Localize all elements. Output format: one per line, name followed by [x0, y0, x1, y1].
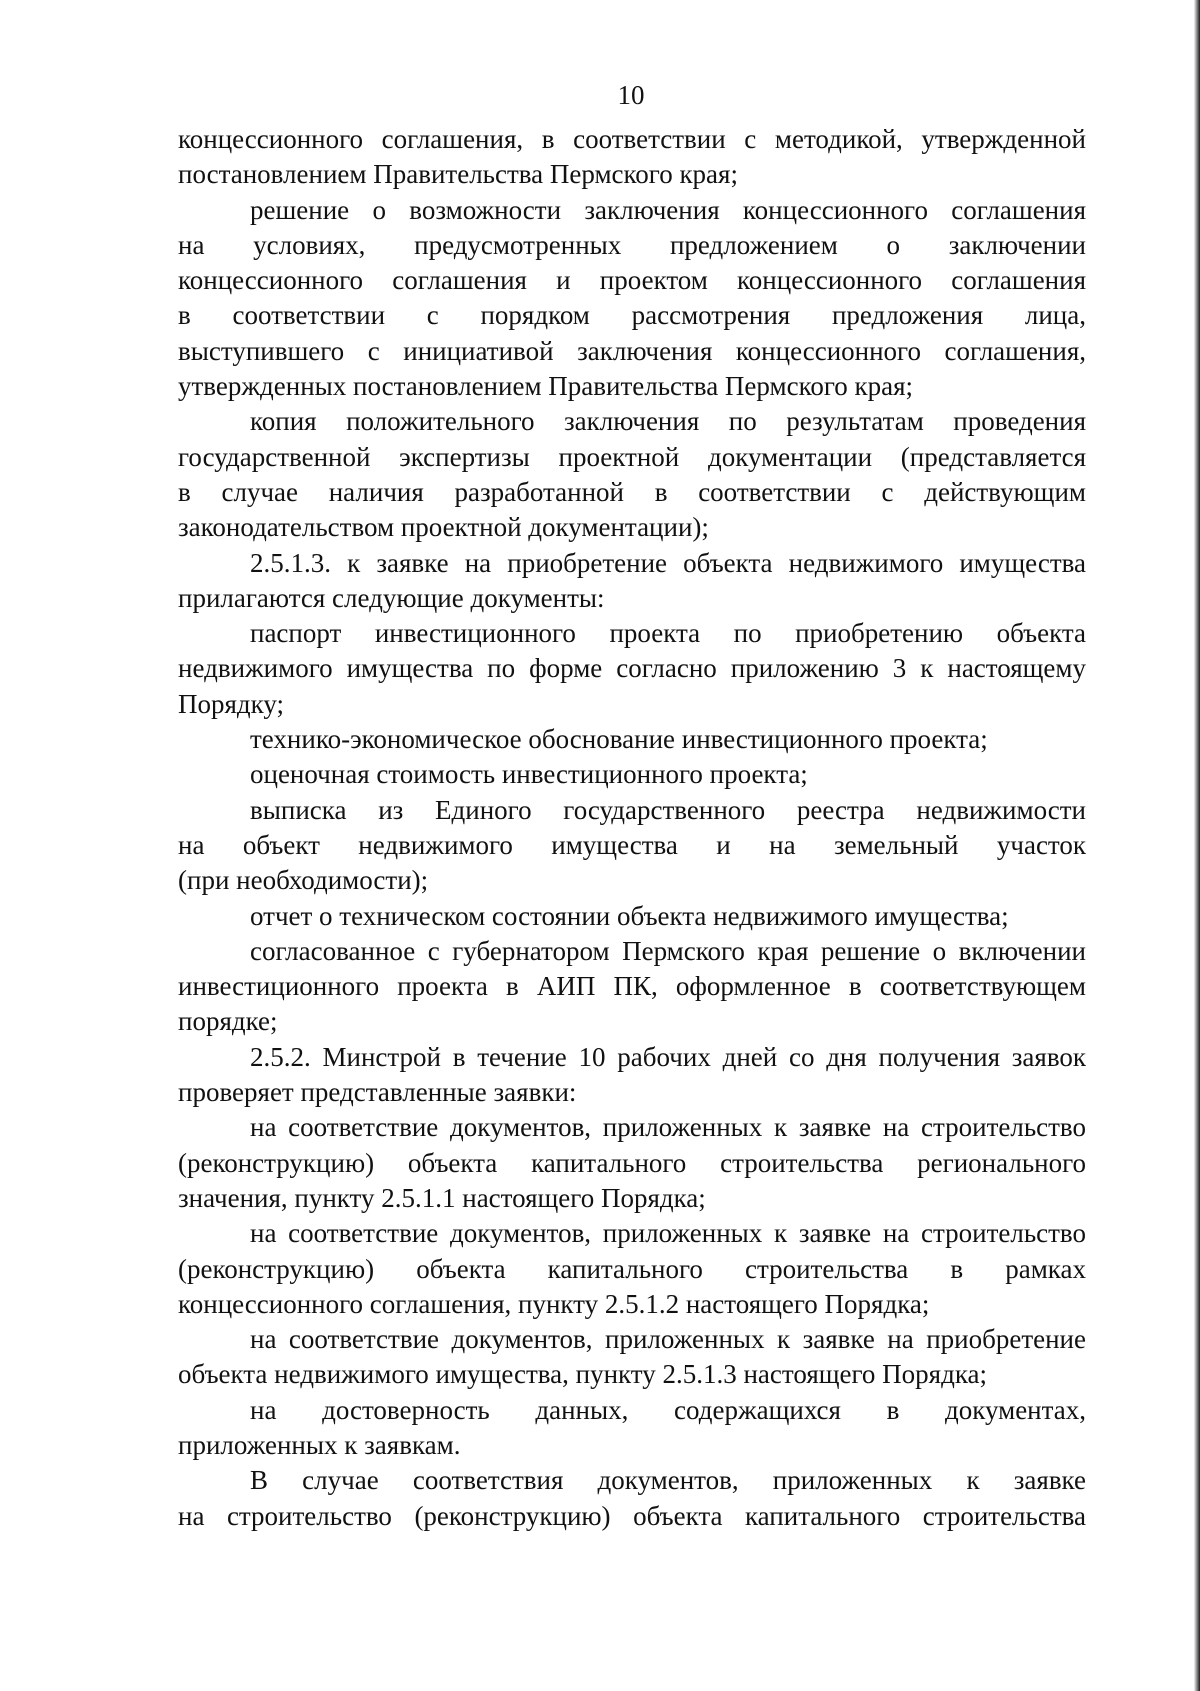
text-line: концессионного соглашения, пункту 2.5.1.2 настоящего Порядка; [178, 1288, 930, 1319]
text-line: В случае соответствия документов, приложенных к заявке [250, 1465, 1086, 1496]
text-line: технико-экономическое обоснование инвестиционного проекта; [250, 724, 988, 755]
text-line: в случае наличия разработанной в соответствии с действующим [178, 476, 1086, 507]
text-line: решение о возможности заключения концессионного соглашения [250, 194, 1086, 225]
text-line: Порядку; [178, 688, 285, 719]
text-line: в соответствии с порядком рассмотрения предложения лица, [178, 300, 1086, 331]
text-line: на объект недвижимого имущества и на земельный участок [178, 829, 1086, 860]
text-line: на достоверность данных, содержащихся в документах, [250, 1394, 1086, 1425]
text-line: паспорт инвестиционного проекта по приобретению объекта [250, 618, 1086, 649]
text-line: порядке; [178, 1006, 278, 1037]
text-line: согласованное с губернатором Пермского края решение о включении [250, 935, 1086, 966]
text-line: оценочная стоимость инвестиционного проекта; [250, 759, 808, 790]
text-line: на строительство (реконструкцию) объекта капитального строительства [178, 1500, 1086, 1531]
text-line: на соответствие документов, приложенных к заявке на строительство [250, 1112, 1086, 1143]
text-line: концессионного соглашения, в соответствии с методикой, утвержденной [178, 124, 1086, 154]
text-line: государственной экспертизы проектной документации (представляется [178, 441, 1086, 472]
text-line: на условиях, предусмотренных предложением о заключении [178, 229, 1086, 260]
text-line: выписка из Единого государственного реестра недвижимости [250, 794, 1086, 825]
text-line: выступившего с инициативой заключения концессионного соглашения, [178, 335, 1086, 366]
text-line: инвестиционного проекта в АИП ПК, оформленное в соответствующем [178, 971, 1086, 1002]
text-line: 2.5.1.3. к заявке на приобретение объекта недвижимого имущества [250, 547, 1086, 578]
text-line: отчет о техническом состоянии объекта недвижимого имущества; [250, 900, 1009, 931]
text-line: концессионного соглашения и проектом концессионного соглашения [178, 265, 1086, 296]
text-line: приложенных к заявкам. [178, 1429, 461, 1460]
text-line: прилагаются следующие документы: [178, 582, 605, 613]
text-line: утвержденных постановлением Правительства Пермского края; [178, 371, 913, 402]
text-line: постановлением Правительства Пермского края; [178, 159, 738, 190]
text-line: проверяет представленные заявки: [178, 1077, 577, 1108]
text-line: недвижимого имущества по форме согласно приложению 3 к настоящему [178, 653, 1086, 684]
text-line: 2.5.2. Минстрой в течение 10 рабочих дней со дня получения заявок [250, 1041, 1086, 1072]
text-line: (реконструкцию) объекта капитального строительства регионального [178, 1147, 1086, 1178]
scan-edge [1194, 0, 1200, 1691]
text-line: значения, пункту 2.5.1.1 настоящего Порядка; [178, 1182, 706, 1213]
text-line: законодательством проектной документации); [178, 512, 709, 543]
text-line: на соответствие документов, приложенных к заявке на строительство [250, 1218, 1086, 1249]
text-line: на соответствие документов, приложенных к заявке на приобретение [250, 1324, 1086, 1355]
document-body [178, 122, 1086, 1534]
page-number: 10 [617, 80, 645, 110]
text-line: копия положительного заключения по результатам проведения [250, 406, 1086, 437]
text-line: объекта недвижимого имущества, пункту 2.5.1.3 настоящего Порядка; [178, 1359, 988, 1390]
text-line: (реконструкцию) объекта капитального строительства в рамках [178, 1253, 1086, 1284]
text-line: (при необходимости); [178, 865, 429, 896]
